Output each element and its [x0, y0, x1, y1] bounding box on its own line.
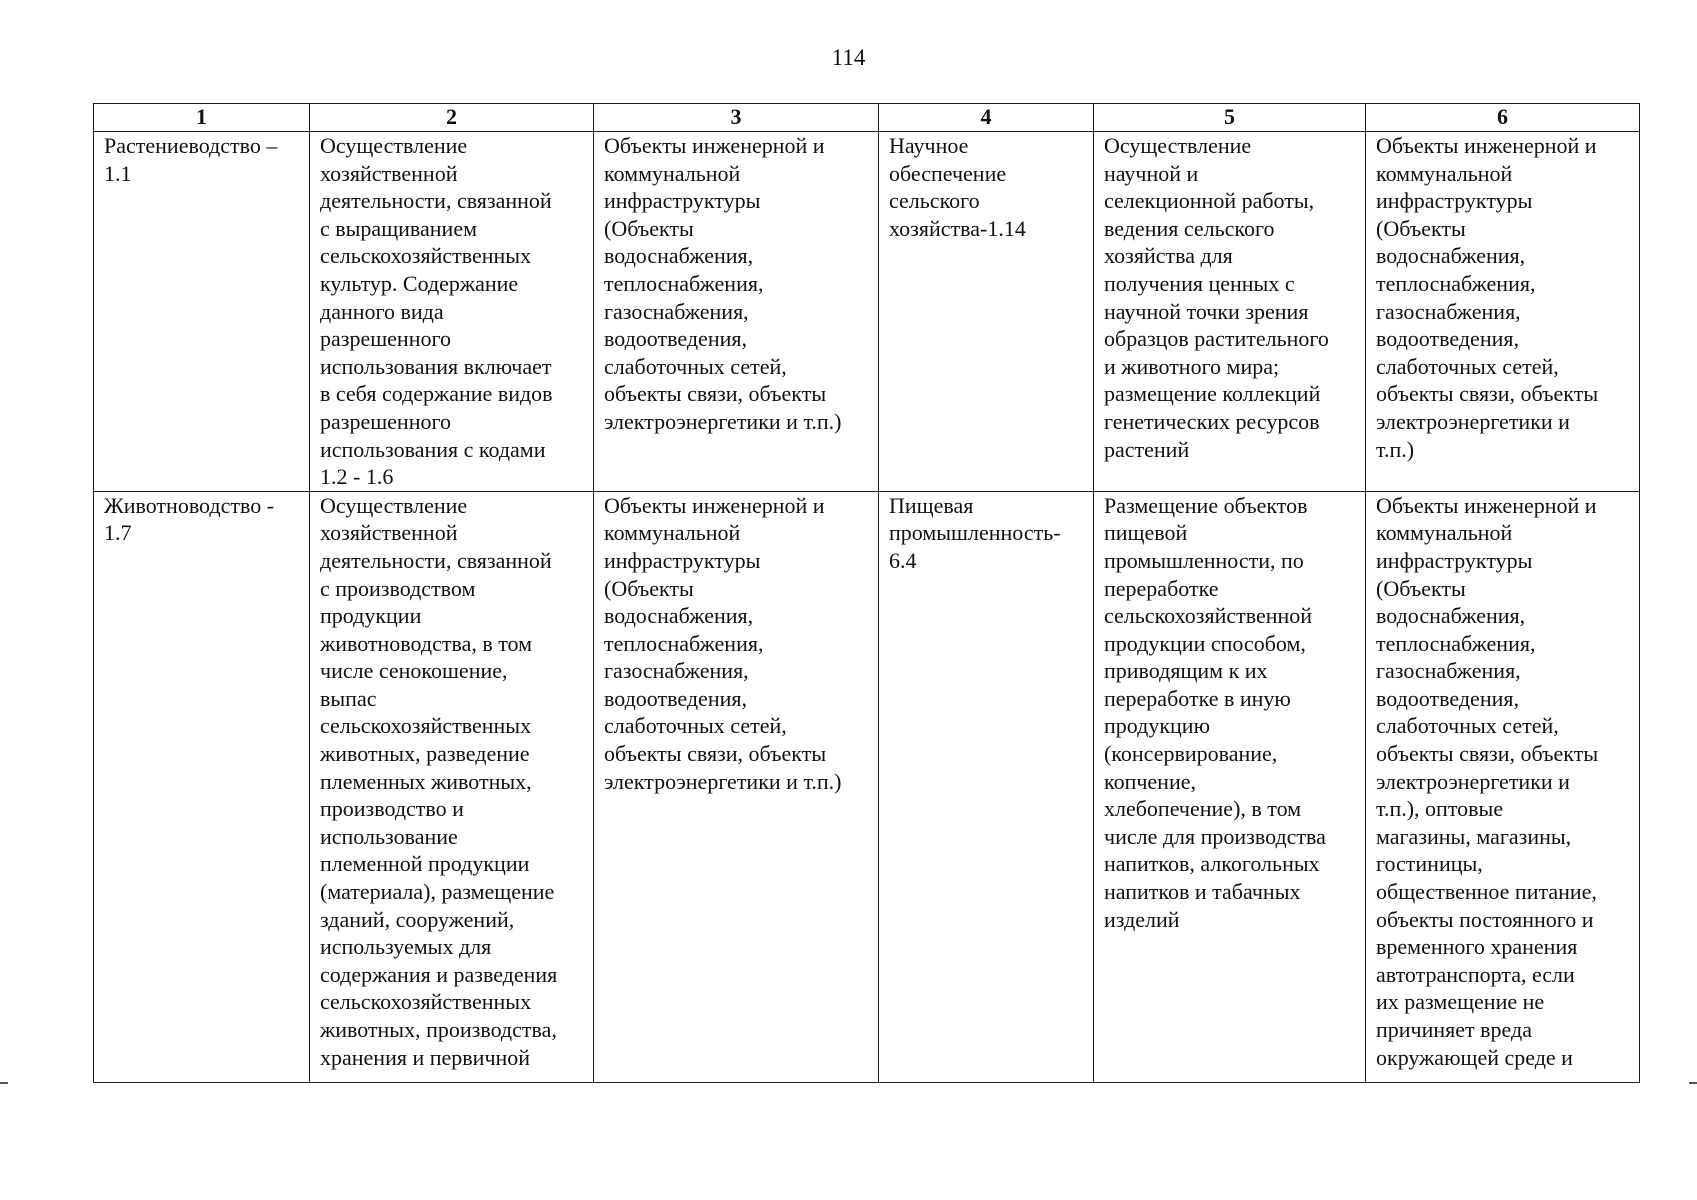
table-cell: [1366, 491, 1640, 1082]
column-header-4: 4: [879, 104, 1094, 132]
column-header-1: 1: [94, 104, 310, 132]
table-row: [94, 132, 1640, 492]
cell-text: Осуществление научной и селекционной работы, ведения сельского хозяйства для получения ценных с научной точки зрения образцов растительного и животного мира; размещение коллекций генетических ресурсов растений: [1104, 133, 1329, 462]
table-cell: [879, 132, 1094, 492]
table-cell: [310, 491, 594, 1082]
column-header-2: 2: [310, 104, 594, 132]
cell-text: Осуществление хозяйственной деятельности, связанной с выращиванием сельскохозяйственных культур. Содержание данного вида разрешенного использования включает в себя содержание видов разрешенного использования с кодами 1.2 - 1.6: [320, 133, 553, 490]
cell-text: Объекты инженерной и коммунальной инфраструктуры (Объекты водоснабжения, теплоснабжения, газоснабжения, водоотведения, слаботочных сетей, объекты связи, объекты электроэнергетики и т.п.): [604, 133, 842, 434]
table-cell: [94, 132, 310, 492]
page-number: 114: [831, 45, 866, 70]
cell-text: Научное обеспечение сельского хозяйства-1.14: [889, 133, 1026, 241]
scan-edge-mark-right: [1689, 1082, 1697, 1084]
table-header-row: [94, 104, 1640, 132]
column-header-3: 3: [594, 104, 879, 132]
cell-text: Пищевая промышленность- 6.4: [889, 492, 1061, 573]
table-cell: [1094, 491, 1366, 1082]
cell-text: Растениеводство – 1.1: [104, 133, 278, 186]
column-header-6: 6: [1366, 104, 1640, 132]
table-cell: [310, 132, 594, 492]
table-cell: [94, 491, 310, 1082]
table-cell: [1366, 132, 1640, 492]
table-cell: [1094, 132, 1366, 492]
land-use-table: [93, 103, 1640, 1083]
cell-text: Животноводство - 1.7: [104, 492, 275, 546]
cell-text: Объекты инженерной и коммунальной инфраструктуры (Объекты водоснабжения, теплоснабжения, газоснабжения, водоотведения, слаботочных сетей, объекты связи, объекты электроэнергетики и т.п.): [1376, 133, 1599, 462]
column-header-5: 5: [1094, 104, 1366, 132]
table-cell: [594, 491, 879, 1082]
table-cell: [594, 132, 879, 492]
cell-text: Осуществление хозяйственной деятельности, связанной с производством продукции животноводства, в том числе сенокошение, выпас сельскохозяйственных животных, разведение племенных животных, производство и использование племенной продукции (материала), размещение зданий, сооружений, используемых для содержания и разведения сельскохозяйственных животных, производства, хранения и первичной: [320, 492, 558, 1070]
table-row: [94, 491, 1640, 1082]
cell-text: Объекты инженерной и коммунальной инфраструктуры (Объекты водоснабжения, теплоснабжения, газоснабжения, водоотведения, слаботочных сетей, объекты связи, объекты электроэнергетики и т.п.): [604, 492, 842, 794]
table-cell: [879, 491, 1094, 1082]
scan-edge-mark-left: [0, 1082, 8, 1084]
cell-text: Объекты инженерной и коммунальной инфраструктуры (Объекты водоснабжения, теплоснабжения, газоснабжения, водоотведения, слаботочных сетей, объекты связи, объекты электроэнергетики и т.п.), оптовые магазины, магазины, гостиницы, общественное питание, объекты постоянного и временного хранения автотранспорта, если их размещение не причиняет вреда окружающей среде и: [1376, 492, 1599, 1070]
cell-text: Размещение объектов пищевой промышленности, по переработке сельскохозяйственной продукции способом, приводящим к их переработке в иную продукцию (консервирование, копчение, хлебопечение), в том числе для производства напитков, алкогольных напитков и табачных изделий: [1104, 492, 1326, 932]
